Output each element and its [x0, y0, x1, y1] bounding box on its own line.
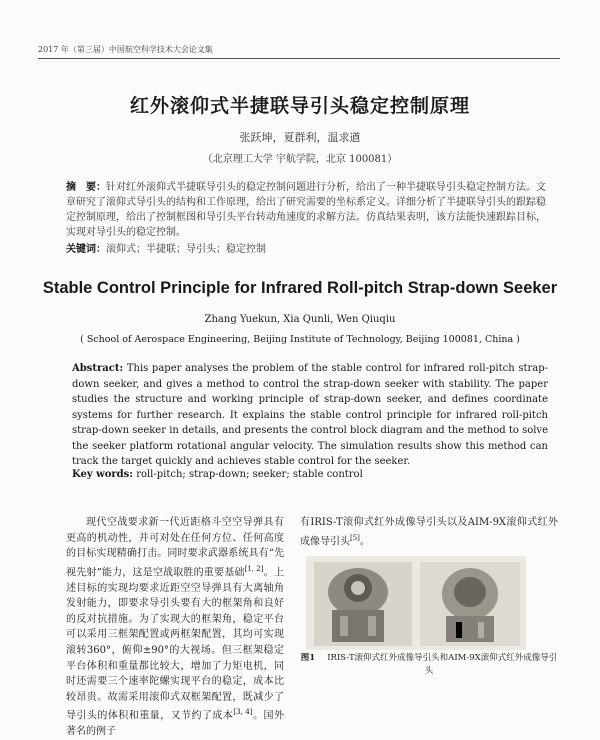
citation: [1, 2] — [244, 564, 264, 573]
chinese-abstract-label: 摘 要： — [66, 182, 106, 193]
english-authors: Zhang Yuekun, Xia Qunli, Wen Qiuqiu — [204, 314, 396, 325]
chinese-affiliation: （北京理工大学 宇航学院，北京 100081） — [202, 154, 398, 165]
english-abstract — [72, 361, 548, 470]
figure-caption — [300, 652, 558, 678]
header-rule — [38, 58, 560, 59]
chinese-title: 红外滚仰式半捷联导引头稳定控制原理 — [129, 95, 470, 117]
english-title: Stable Control Principle for Infrared Roll-pitch Strap-down Seeker — [42, 279, 558, 297]
chinese-authors: 张跃坤，夏群利，温求遒 — [239, 131, 361, 144]
body-left-text-1: 现代空战要求新一代近距格斗空空导弹具有更高的机动性，并可对处在任何方位、任何高度的目标实现精确打击。同时要求武器系统具有“先视先射”能力，这是空战取胜的重要基础 — [66, 517, 284, 579]
body-column-right — [300, 515, 558, 550]
english-keywords-text: roll-pitch; strap-down; seeker; stable control — [136, 469, 363, 480]
seeker-photo-figure — [306, 556, 526, 650]
figure-caption-text: IRIS-T滚仰式红外成像导引头和AIM-9X滚仰式红外成像导引头 — [327, 653, 558, 676]
body-column-left — [66, 515, 284, 740]
chinese-abstract — [66, 180, 550, 240]
english-abstract-text: This paper analyses the problem of the stable control for infrared roll-pitch strap-down seeker, and gives a method to control the strap-down seeker with stability. The paper studies the structure and working principle of strap-down seeker, and defines coordinate systems for further research. It explains the stable control principle for infrared roll-pitch strap-down seeker in details, and presents the control block diagram and the method to solve the seeker platform rotational angular velocity. The simulation results show this method can track the target quickly and achieves stable control for the seeker. — [72, 363, 549, 467]
aim-9x-seeker-photo — [420, 562, 520, 646]
english-keywords-label: Key words: — [72, 469, 133, 480]
english-abstract-label: Abstract: — [72, 363, 124, 374]
body-right-text-1: 有IRIS-T滚仰式红外成像导引头以及AIM-9X滚仰式红外成像导引头 — [300, 517, 558, 547]
chinese-keywords-label: 关键词： — [66, 244, 106, 255]
chinese-keywords — [66, 240, 550, 255]
body-left-text-3: 。国外著名的例子 — [66, 710, 285, 738]
body-left-text-2: 。上述目标的实现均要求近距空空导弹具有大离轴角发射能力，即要求导引头要有大的框架角和良好的反对抗措施。为了实现大的框架角，稳定平台可以采用三框架配置或两框架配置，其均可实现滚转360°，俯仰±90°的大视场。但三框架稳定平台体积和重量都比较大，增加了力矩电机，同时还需要三个速率陀螺实现平台的稳定，成本比较昂贵。故需采用滚仰式双框架配置，既减少了导引头的体积和重量，又节约了成本 — [66, 567, 284, 722]
iris-t-seeker-photo — [314, 562, 412, 646]
figure-number: 图1 — [300, 653, 316, 663]
english-affiliation: ( School of Aerospace Engineering, Beijing Institute of Technology, Beijing 100081, China ) — [80, 334, 520, 345]
chinese-keywords-text: 滚仰式；半捷联；导引头；稳定控制 — [106, 244, 266, 255]
english-keywords — [72, 469, 548, 480]
chinese-abstract-text: 针对红外滚仰式半捷联导引头的稳定控制问题进行分析，给出了一种半捷联导引头稳定控制方法。文章研究了滚仰式导引头的结构和工作原理，给出了研究需要的坐标系定义。详细分析了半捷联导引头的跟踪稳定控制原理，给出了控制框图和导引头平台转动角速度的求解方法。仿真结果表明，该方法能快速跟踪目标，实现对导引头的稳定控制。 — [66, 182, 546, 238]
running-head: 2017 年（第三届）中国航空科学技术大会论文集 — [38, 45, 213, 54]
citation: [3, 4] — [233, 708, 253, 717]
body-right-text-2: 。 — [359, 535, 370, 547]
citation: [5] — [350, 533, 360, 542]
